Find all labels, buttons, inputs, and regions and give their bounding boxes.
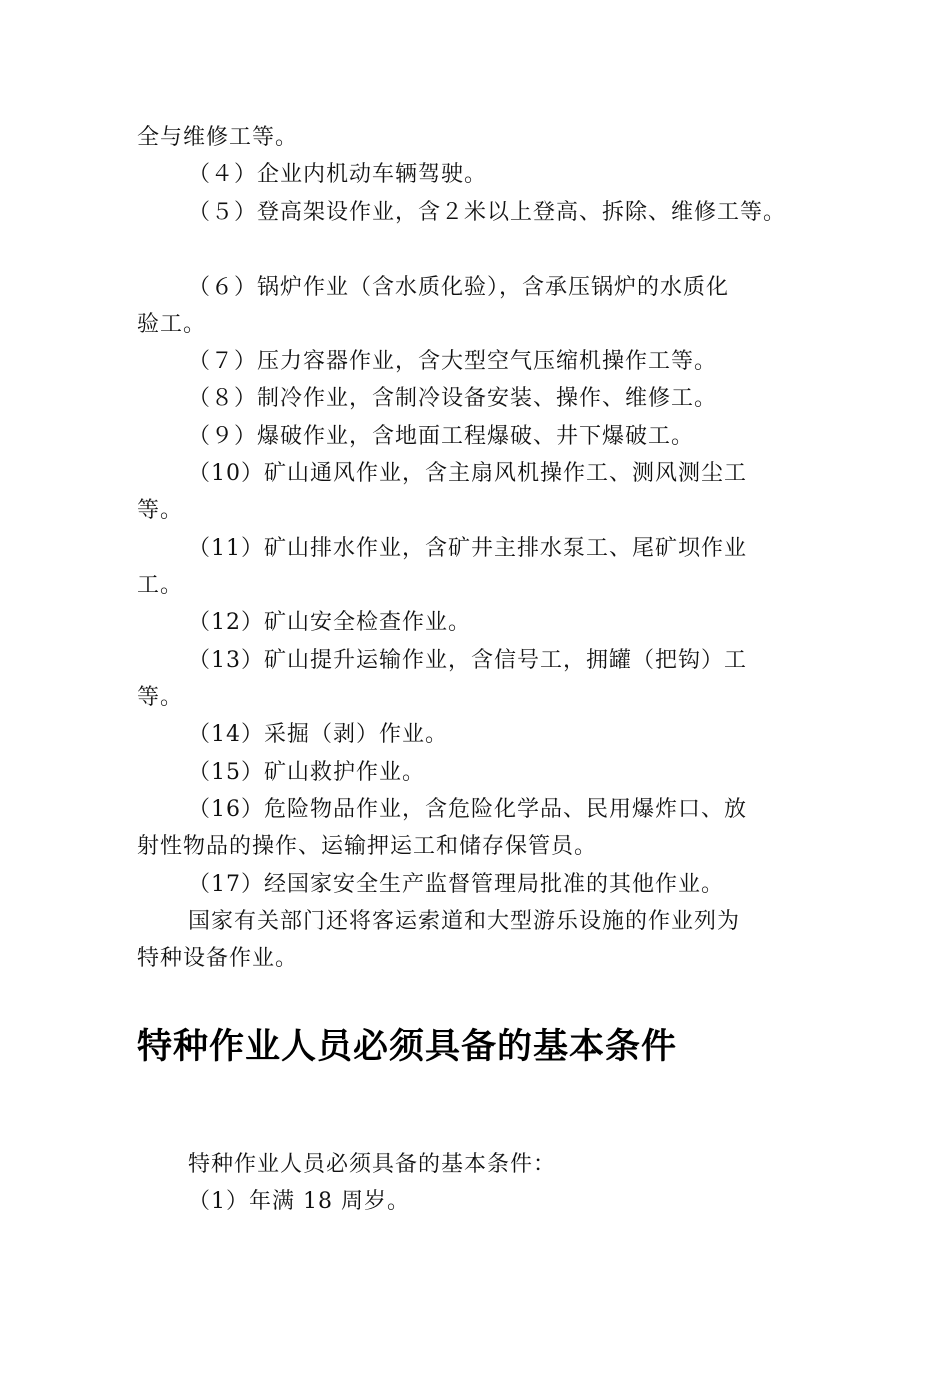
list-item-11: （11）矿山排水作业，含矿井主排水泵工、尾矿坝作业 bbox=[188, 536, 747, 561]
paragraph-line: 国家有关部门还将客运索道和大型游乐设施的作业列为 bbox=[188, 909, 741, 934]
text-line: 全与维修工等。 bbox=[137, 125, 299, 150]
text-line: 等。 bbox=[137, 498, 184, 523]
list-item-7: （７）压力容器作业，含大型空气压缩机操作工等。 bbox=[188, 349, 718, 374]
list-item-5: （５）登高架设作业，含２米以上登高、拆除、维修工等。 bbox=[188, 200, 787, 225]
list-item-6: （６）锅炉作业（含水质化验），含承压锅炉的水质化 bbox=[188, 275, 730, 300]
list-item-4: （４）企业内机动车辆驾驶。 bbox=[188, 162, 488, 187]
paragraph-line: 特种作业人员必须具备的基本条件： bbox=[188, 1152, 557, 1177]
list-item-17: （17）经国家安全生产监督管理局批准的其他作业。 bbox=[188, 872, 724, 897]
list-item-16: （16）危险物品作业，含危险化学品、民用爆炸口、放 bbox=[188, 797, 747, 822]
list-item-10: （10）矿山通风作业，含主扇风机操作工、测风测尘工 bbox=[188, 461, 747, 486]
list-item-15: （15）矿山救护作业。 bbox=[188, 760, 425, 785]
text-line: 验工。 bbox=[137, 312, 207, 337]
section-heading: 特种作业人员必须具备的基本条件 bbox=[137, 1027, 678, 1067]
list-item-13: （13）矿山提升运输作业，含信号工，拥罐（把钩）工 bbox=[188, 648, 747, 673]
list-item-14: （14）采掘（剥）作业。 bbox=[188, 722, 448, 747]
list-item-9: （９）爆破作业，含地面工程爆破、井下爆破工。 bbox=[188, 424, 695, 449]
list-item-1: （1）年满 18 周岁。 bbox=[188, 1189, 410, 1214]
text-line: 特种设备作业。 bbox=[137, 946, 299, 971]
text-line: 等。 bbox=[137, 685, 184, 710]
text-line: 射性物品的操作、运输押运工和储存保管员。 bbox=[137, 834, 598, 859]
list-item-12: （12）矿山安全检查作业。 bbox=[188, 610, 471, 635]
text-line: 工。 bbox=[137, 573, 184, 598]
list-item-8: （８）制冷作业，含制冷设备安装、操作、维修工。 bbox=[188, 386, 718, 411]
